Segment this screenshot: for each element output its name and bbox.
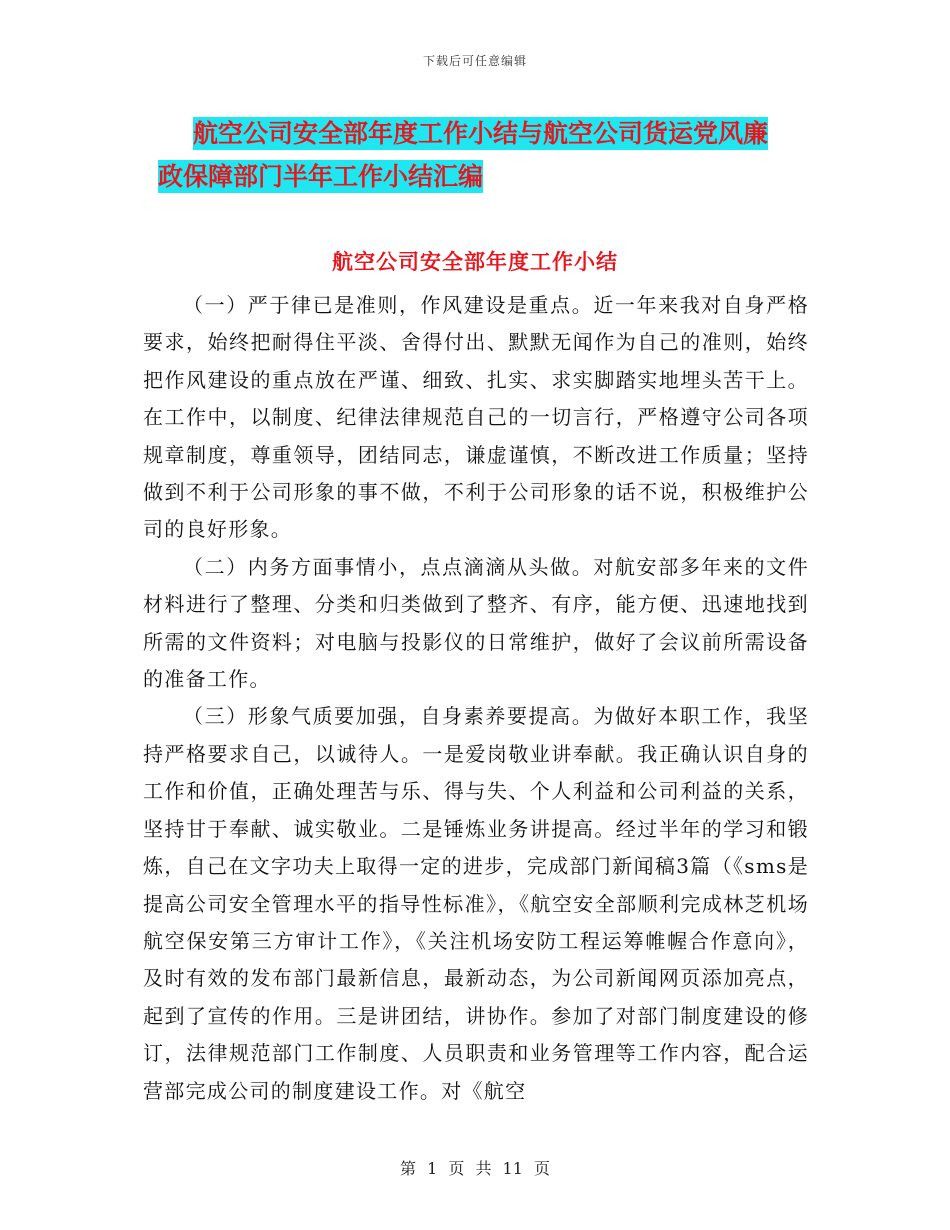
document-title: [150, 112, 810, 198]
paragraph-1: （一）严于律已是准则，作风建设是重点。近一年来我对自身严格要求，始终把耐得住平淡、舍得付出、默默无闻作为自己的准则，始终把作风建设的重点放在严谨、细致、扎实、求实脚踏实地埋头苦干上。在工作中，以制度、纪律法律规范自己的一切言行，严格遵守公司各项规章制度，尊重领导，团结同志，谦虚谨慎，不断改进工作质量；坚持做到不利于公司形象的事不做，不利于公司形象的话不说，积极维护公司的良好形象。: [143, 293, 809, 542]
document-title-line-1: [150, 112, 810, 155]
body-text: [143, 287, 809, 1110]
paragraph-2: （二）内务方面事情小，点点滴滴从头做。对航安部多年来的文件材料进行了整理、分类和归类做到了整齐、有序，能方便、迅速地找到所需的文件资料；对电脑与投影仪的日常维护，做好了会议前所需设备的准备工作。: [143, 554, 809, 692]
title-highlight-1: 航空公司安全部年度工作小结与航空公司货运党风廉: [193, 119, 769, 148]
document-title-line-2: [150, 155, 810, 198]
header-note: 下载后可任意编辑: [422, 54, 527, 68]
section-title: 航空公司安全部年度工作小结: [332, 250, 618, 274]
paragraph-3: （三）形象气质要加强，自身素养要提高。为做好本职工作，我坚持严格要求自己，以诚待人。一是爱岗敬业讲奉献。我正确认识自身的工作和价值，正确处理苦与乐、得与失、个人利益和公司利益的关系，坚持甘于奉献、诚实敬业。二是锤炼业务讲提高。经过半年的学习和锻炼，自己在文字功夫上取得一定的进步，完成部门新闻稿3篇（《sms是提高公司安全管理水平的指导性标准》，《航空安全部顺利完成林芝机场航空保安第三方审计工作》，《关注机场安防工程运筹帷幄合作意向》，及时有效的发布部门最新信息，最新动态，为公司新闻网页添加亮点，起到了宣传的作用。三是讲团结，讲协作。参加了对部门制度建设的修订，法律规范部门工作制度、人员职责和业务管理等工作内容，配合运营部完成公司的制度建设工作。对《航空: [143, 704, 809, 1103]
title-highlight-2: 政保障部门半年工作小结汇编: [158, 162, 484, 191]
page-footer: 第 1 页 共 11 页: [400, 1159, 550, 1178]
